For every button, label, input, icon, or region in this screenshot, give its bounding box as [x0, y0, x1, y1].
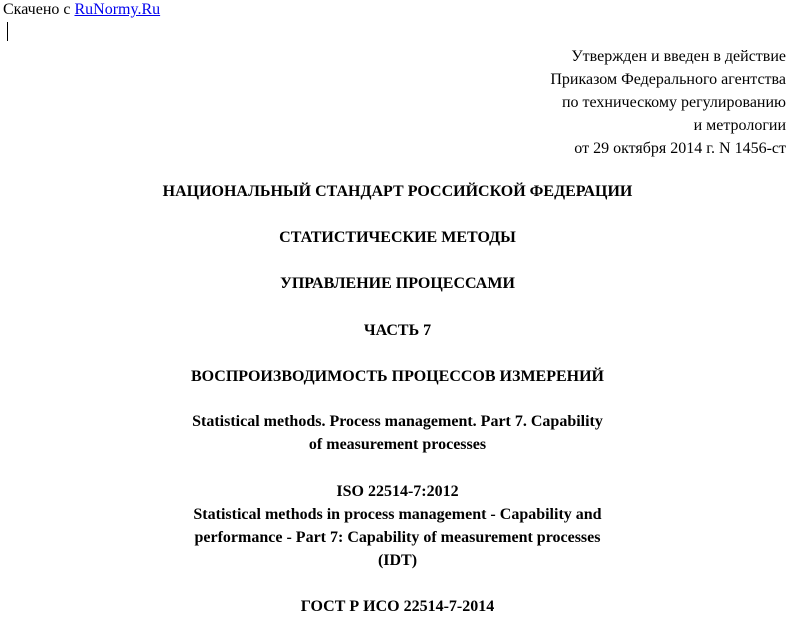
english-title: [0, 410, 790, 456]
national-standard-heading: НАЦИОНАЛЬНЫЙ СТАНДАРТ РОССИЙСКОЙ ФЕДЕРАЦИИ: [162, 183, 633, 200]
approval-line: и метрологии: [693, 117, 786, 134]
download-source-line: [3, 0, 160, 20]
methods-heading: СТАТИСТИЧЕСКИЕ МЕТОДЫ: [279, 229, 516, 246]
gost-designation: ГОСТ Р ИСО 22514-7-2014: [300, 598, 495, 615]
part-heading: ЧАСТЬ 7: [363, 322, 432, 339]
iso-idt: (IDT): [377, 552, 418, 569]
iso-number: ISO 22514-7:2012: [336, 483, 459, 500]
approval-line: Приказом Федерального агентства: [550, 71, 786, 88]
iso-reference-block: [0, 480, 790, 572]
download-prefix: Скачено с: [3, 1, 71, 18]
approval-line: Утвержден и введен в действие: [571, 48, 786, 65]
english-title-line: of measurement processes: [308, 436, 487, 453]
iso-title-line: Statistical methods in process management - Capability and: [193, 506, 602, 523]
approval-line: по техническому регулированию: [561, 94, 786, 111]
management-heading: УПРАВЛЕНИЕ ПРОЦЕССАМИ: [280, 275, 515, 292]
approval-line: от 29 октября 2014 г. N 1456-ст: [574, 140, 786, 157]
approval-block: [550, 45, 786, 160]
runormy-link[interactable]: RuNormy.Ru: [74, 1, 161, 18]
text-cursor: [7, 22, 8, 41]
english-title-line: Statistical methods. Process management. Part 7. Capability: [192, 413, 603, 430]
iso-title-line: performance - Part 7: Capability of measurement processes: [194, 529, 601, 546]
reproducibility-heading: ВОСПРОИЗВОДИМОСТЬ ПРОЦЕССОВ ИЗМЕРЕНИЙ: [190, 368, 604, 385]
